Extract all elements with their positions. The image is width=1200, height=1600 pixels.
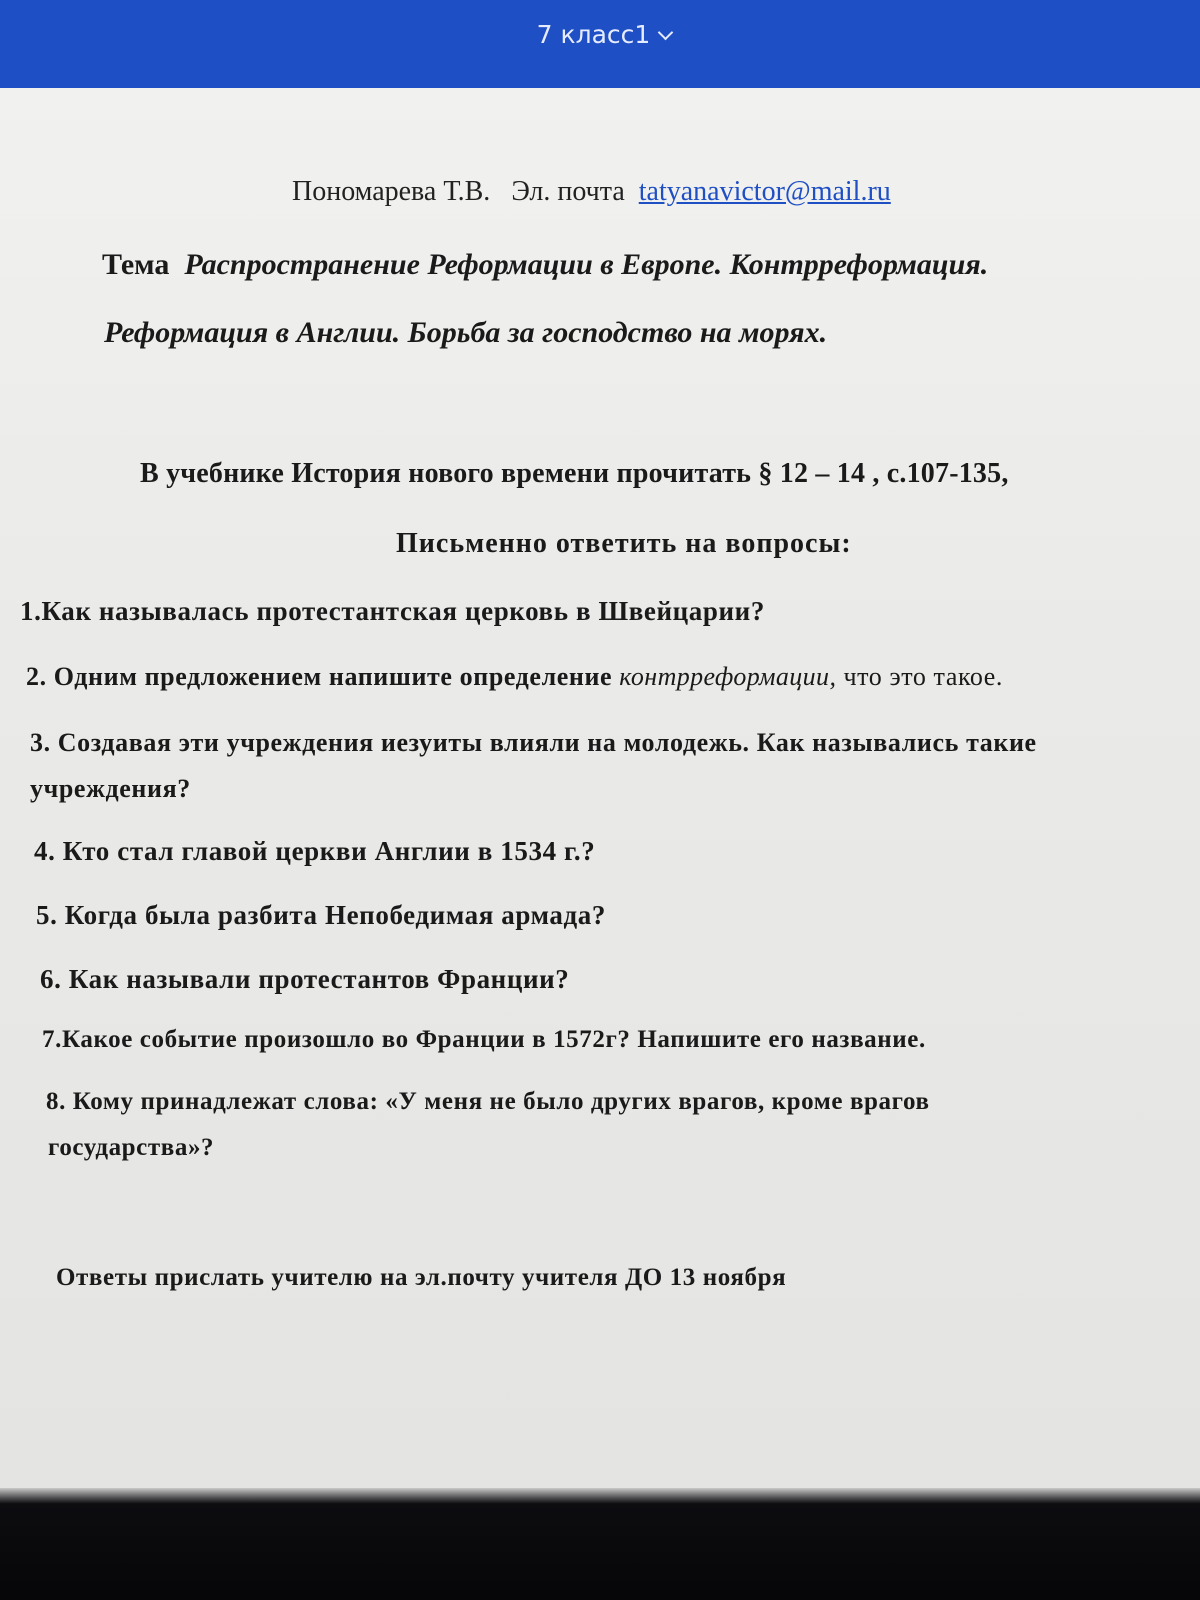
question-2-prefix: 2. Одним предложением напишите определение [26, 662, 620, 691]
screen-bezel [0, 1488, 1200, 1600]
question-6: 6. Как называли протестантов Франции? [40, 964, 570, 994]
question-7: 7.Какое событие произошло во Франции в 1572г? Напишите его название. [42, 1026, 926, 1053]
question-3-line-2: учреждения? [30, 774, 191, 803]
email-link[interactable]: tatyanavictor@mail.ru [638, 176, 891, 207]
class-selector-dropdown[interactable] [537, 20, 672, 49]
document-page [0, 88, 1200, 1488]
author-line [292, 176, 891, 208]
question-2-suffix: что это такое. [836, 662, 1004, 691]
topic-title-1: Распространение Реформации в Европе. Контрреформация. [184, 248, 989, 281]
question-8-line-1: 8. Кому принадлежат слова: «У меня не было других врагов, кроме врагов [46, 1088, 930, 1115]
question-4: 4. Кто стал главой церкви Англии в 1534 г.? [34, 836, 596, 866]
questions-heading: Письменно ответить на вопросы: [396, 528, 852, 559]
deadline-note: Ответы прислать учителю на эл.почту учителя ДО 13 ноября [56, 1264, 787, 1291]
question-2-term: контрреформации, [619, 662, 837, 691]
class-selector-label: 7 класс1 [536, 20, 651, 49]
topic-line-1 [102, 248, 988, 282]
question-3-line-1: 3. Создавая эти учреждения иезуиты влияли на молодежь. Как назывались такие [30, 728, 1037, 757]
topic-title-2: Реформация в Англии. Борьба за господство на морях. [104, 316, 828, 349]
question-8-line-2: государства»? [48, 1134, 215, 1161]
question-5: 5. Когда была разбита Непобедимая армада? [36, 900, 606, 930]
author-name: Пономарева Т.В. [292, 176, 491, 207]
question-1: 1.Как называлась протестантская церковь в Швейцарии? [20, 596, 765, 626]
email-label: Эл. почта [511, 176, 625, 207]
chevron-down-icon [658, 25, 674, 41]
question-2 [26, 662, 1003, 692]
top-bar [0, 0, 1200, 88]
reading-task: В учебнике История нового времени прочитать § 12 – 14 , с.107-135, [140, 458, 1009, 489]
topic-label: Тема [102, 248, 170, 281]
